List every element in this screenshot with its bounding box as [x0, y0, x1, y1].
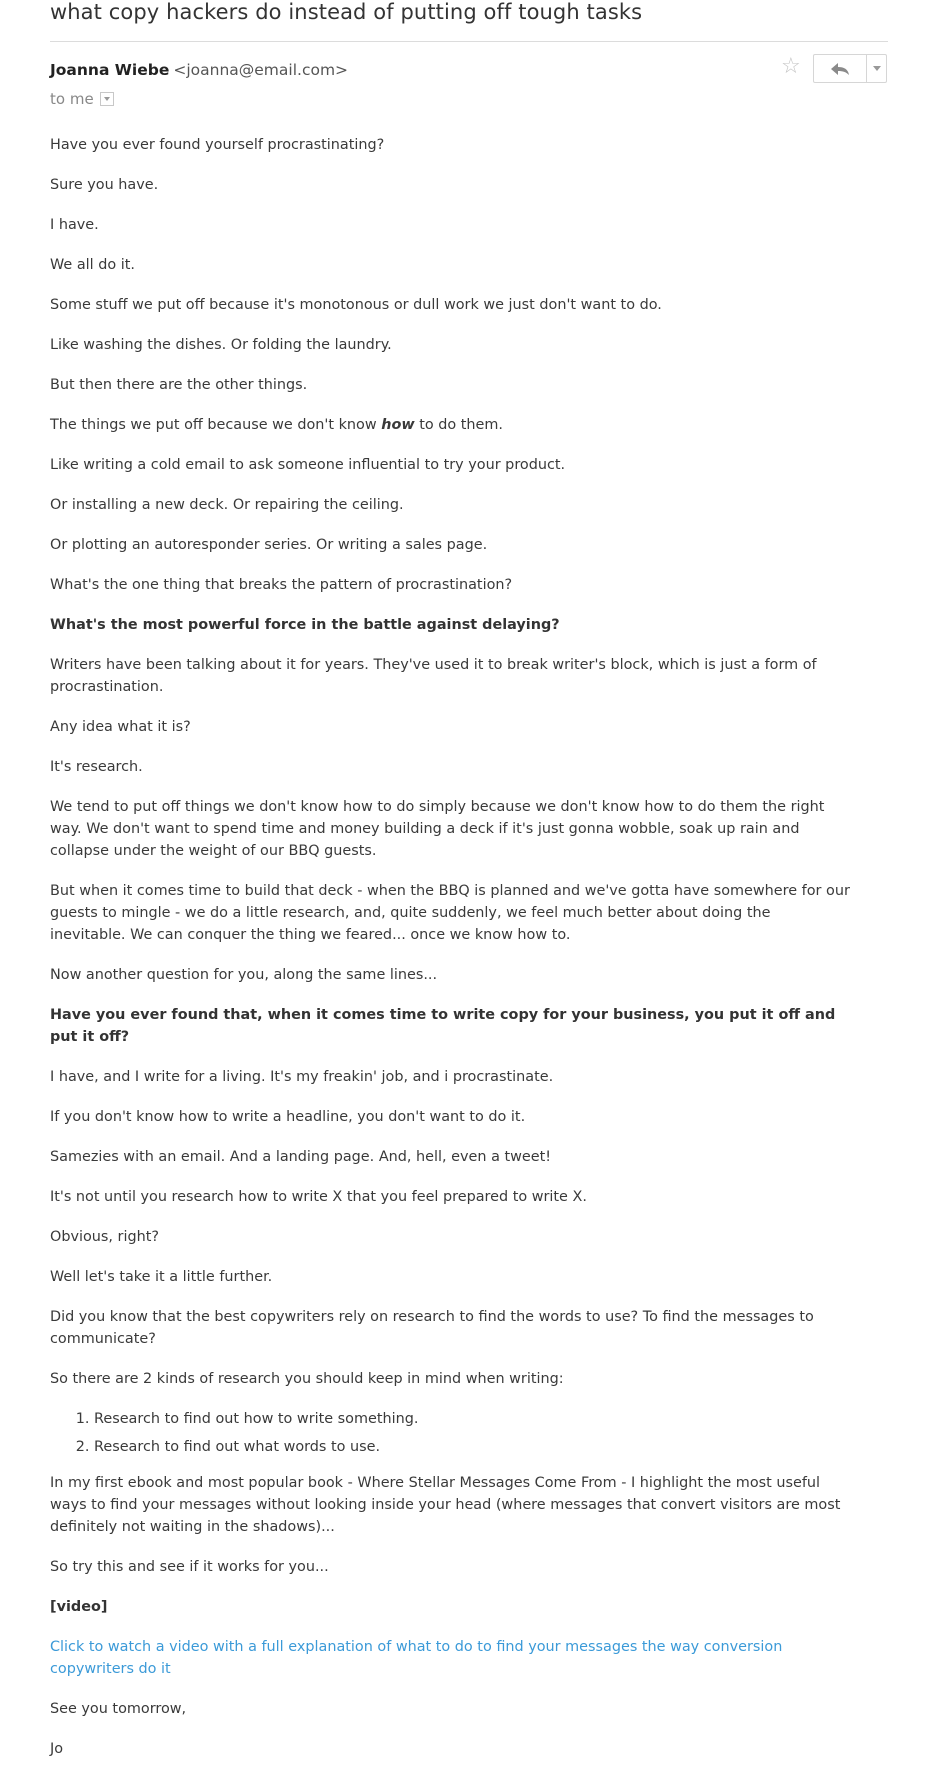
paragraph: Any idea what it is? [50, 719, 191, 735]
paragraph: Have you ever found yourself procrastinating? [50, 137, 385, 153]
paragraph: We tend to put off things we don't know how to do simply because we don't know how to do them the right way. We don't want to spend time and money building a deck if it's just gonna wobble, soak up rain and collapse under the weight of our BBQ guests. [50, 799, 825, 859]
paragraph: If you don't know how to write a headline, you don't want to do it. [50, 1109, 526, 1125]
paragraph-text: The things we put off because we don't know [50, 417, 382, 433]
paragraph: Like washing the dishes. Or folding the laundry. [50, 337, 392, 353]
paragraph: Did you know that the best copywriters rely on research to find the words to use? To find the messages to communicate? [50, 1309, 814, 1347]
paragraph-text: to do them. [414, 417, 503, 433]
list-item: 2. Research to find out what words to use. [94, 1436, 850, 1458]
more-actions-button[interactable] [867, 55, 886, 82]
research-list [50, 1408, 850, 1458]
sender-line [50, 61, 348, 79]
reply-button[interactable] [814, 55, 867, 82]
sender-name[interactable]: Joanna Wiebe [50, 61, 170, 79]
paragraph: Some stuff we put off because it's monotonous or dull work we just don't want to do. [50, 297, 662, 313]
signature: Jo [50, 1741, 64, 1757]
chevron-down-icon[interactable] [100, 92, 114, 106]
paragraph: Samezies with an email. And a landing page. And, hell, even a tweet! [50, 1149, 552, 1165]
paragraph: In my first ebook and most popular book - Where Stellar Messages Come From - I highlight the most useful ways to find your messages without looking inside your head (where messages that convert visitors are most definitely not waiting in the shadows)... [50, 1475, 841, 1535]
paragraph: What's the one thing that breaks the pattern of procrastination? [50, 577, 513, 593]
paragraph: So try this and see if it works for you... [50, 1559, 329, 1575]
emphasis-text: how [381, 417, 415, 433]
email-subject: what copy hackers do instead of putting off tough tasks [50, 0, 643, 24]
email-body [50, 134, 850, 1778]
paragraph: But then there are the other things. [50, 377, 308, 393]
header-divider [50, 41, 888, 42]
paragraph: I have. [50, 217, 99, 233]
paragraph: So there are 2 kinds of research you should keep in mind when writing: [50, 1371, 564, 1387]
paragraph: I have, and I write for a living. It's my freakin' job, and i procrastinate. [50, 1069, 554, 1085]
paragraph: Obvious, right? [50, 1229, 159, 1245]
paragraph: Well let's take it a little further. [50, 1269, 273, 1285]
paragraph: It's research. [50, 759, 143, 775]
reply-button-group [813, 54, 887, 83]
list-item: 1. Research to find out how to write something. [94, 1408, 850, 1430]
video-link[interactable]: Click to watch a video with a full explanation of what to do to find your messages the way conversion copywriters do it [50, 1639, 783, 1677]
recipient-line [50, 90, 114, 108]
signoff: See you tomorrow, [50, 1701, 187, 1717]
paragraph: Like writing a cold email to ask someone influential to try your product. [50, 457, 566, 473]
paragraph: Sure you have. [50, 177, 159, 193]
bold-paragraph: Have you ever found that, when it comes time to write copy for your business, you put it off and put it off? [50, 1007, 836, 1045]
paragraph: But when it comes time to build that deck - when the BBQ is planned and we've gotta have somewhere for our guests to mingle - we do a little research, and, quite suddenly, we feel much better about doing the inevitable. We can conquer the thing we feared... once we know how to. [50, 883, 850, 943]
star-icon[interactable]: ☆ [781, 54, 801, 79]
reply-icon [830, 62, 850, 76]
paragraph [50, 414, 850, 436]
sender-email: <joanna@email.com> [173, 61, 349, 79]
video-placeholder: [video] [50, 1599, 108, 1615]
paragraph: We all do it. [50, 257, 135, 273]
paragraph: It's not until you research how to write X that you feel prepared to write X. [50, 1189, 587, 1205]
paragraph: Writers have been talking about it for years. They've used it to break writer's block, which is just a form of procrastination. [50, 657, 817, 695]
paragraph: Or installing a new deck. Or repairing the ceiling. [50, 497, 404, 513]
bold-paragraph: What's the most powerful force in the battle against delaying? [50, 617, 560, 633]
paragraph: Now another question for you, along the same lines... [50, 967, 438, 983]
recipient-label: to me [50, 90, 94, 108]
paragraph: Or plotting an autoresponder series. Or writing a sales page. [50, 537, 488, 553]
